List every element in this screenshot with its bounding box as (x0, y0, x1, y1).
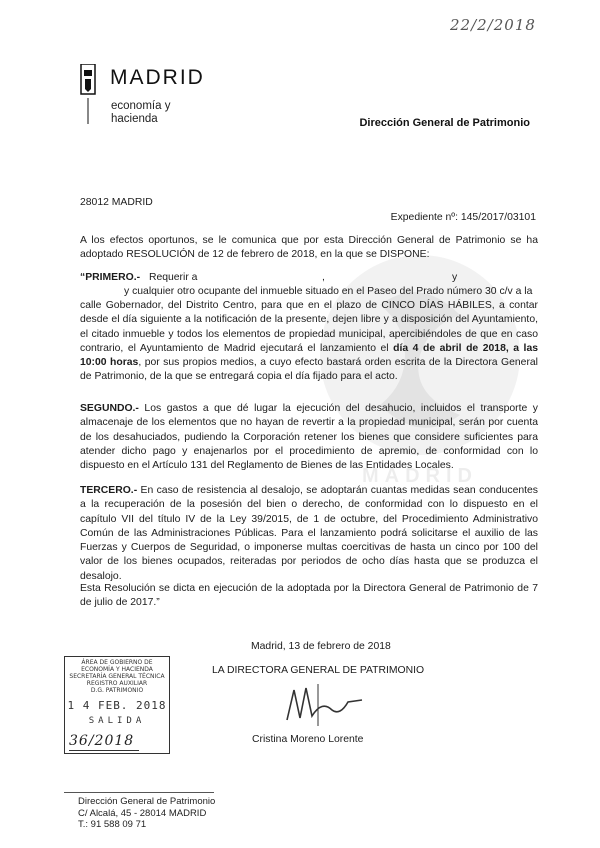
expediente-number: Expediente nº: 145/2017/03101 (390, 212, 536, 223)
stamp-line-1: ÁREA DE GOBIERNO DE (81, 659, 153, 666)
tercero-label: TERCERO.- (80, 485, 138, 496)
address-city: 28012 MADRID (80, 197, 153, 208)
closing-paragraph: Esta Resolución se dicta en ejecución de la adoptada por la Directora General de Patrimonio de 7 de julio de 2017.” (80, 583, 538, 609)
logo-sub-1: economía y (111, 100, 171, 112)
department-header: Dirección General de Patrimonio (359, 117, 530, 129)
tercero-paragraph (80, 484, 538, 584)
stamp-number-field (69, 732, 139, 751)
segundo-text: Los gastos a que dé lugar la ejecución del desahucio, incluidos el transporte y almacenaje de los elementos que no hayan de revertir a la propiedad municipal, serán por cuenta de los desahuciados, pudiendo la Corporación retener los bienes que considere suficientes para atender dicho pago y enajenarlos por el procedimiento de apremio, de conformidad con lo dispuesto en el Artículo 131 del Reglamento de Bienes de las Entidades Locales. (80, 403, 538, 472)
stamp-date: 1 4 FEB. 2018 (67, 699, 167, 712)
madrid-logo-icon (80, 64, 96, 124)
intro-paragraph: A los efectos oportunos, se le comunica que por esta Dirección General de Patrimonio se ha adoptado RESOLUCIÓN de 12 de febrero de 2018, en la que se DISPONE: (80, 235, 538, 261)
tercero-text: En caso de resistencia al desalojo, se adoptarán cuantas medidas sean conducentes a la recuperación de la posesión del bien o derecho, de conformidad con lo dispuesto en el capítulo VII del título IV de la Ley 39/2015, de 1 de octubre, del Procedimiento Administrativo Común de las Administraciones Públicas. Para el lanzamiento podrá solicitarse el auxilio de las Fuerzas y Cuerpos de Seguridad, o imponerse multas coercitivas de hasta un cinco por 100 del valor de los bienes ocupados, reiteradas por periodos de ocho días hasta que se produzca el desalojo. (80, 485, 538, 582)
registry-stamp (64, 656, 170, 754)
primero-label: “PRIMERO.- (80, 272, 141, 283)
footer-line-3: T.: 91 588 09 71 (78, 819, 147, 830)
stamp-line-5: D.G. PATRIMONIO (90, 687, 144, 694)
segundo-paragraph (80, 402, 538, 473)
primero-requerir: Requerir a (148, 272, 198, 283)
primero-line-2: y cualquier otro ocupante del inmueble situado en el Paseo del Prado número 30 c/v a la (124, 286, 533, 297)
handwritten-date: 22/2/2018 (450, 16, 536, 34)
footer-divider (64, 792, 214, 793)
watermark-text: MADRID (362, 465, 478, 487)
footer-line-1: Dirección General de Patrimonio (78, 796, 216, 807)
footer-block (78, 796, 215, 831)
primero-y: y (452, 272, 458, 283)
primero-text-1: calle Gobernador, del Distrito Centro, para que en el plazo de CINCO DÍAS HÁBILES, a contar desde el día siguiente a la notificación de la presente, dejen libre y a disposición del Ayuntamiento, el citado inmueble y todos los elementos de propiedad municipal, apercibiéndoles de que en caso contrario, el Ayuntamiento de Madrid ejecutará el lanzamiento el (80, 300, 538, 354)
logo-name: MADRID (110, 66, 205, 89)
primero-comma: , (322, 272, 325, 283)
segundo-label: SEGUNDO.- (80, 403, 139, 414)
sign-title: LA DIRECTORA GENERAL DE PATRIMONIO (212, 665, 425, 676)
sign-name: Cristina Moreno Lorente (252, 734, 364, 745)
primero-body (80, 299, 538, 385)
stamp-line-2: ECONOMÍA Y HACIENDA (81, 666, 153, 673)
stamp-line-3: SECRETARÍA GENERAL TÉCNICA (69, 673, 165, 680)
primero-text-2: , por sus propios medios, a cuyo efecto bastará orden escrita de la Directora General de Patrimonio, de la que se entregará copia el día fijado para el acto. (80, 357, 538, 383)
logo-sub-2: hacienda (111, 113, 158, 125)
handwritten-signature (282, 680, 372, 728)
stamp-number: 36/2018 (69, 733, 135, 749)
stamp-salida: SALIDA (88, 716, 146, 726)
footer-line-2: C/ Alcalá, 45 - 28014 MADRID (78, 807, 207, 819)
primero-eviction-date: día 4 de abril de 2018, a las 10:00 horas (80, 342, 539, 369)
stamp-line-4: REGISTRO AUXILIAR (86, 680, 148, 687)
sign-place-date: Madrid, 13 de febrero de 2018 (251, 641, 391, 652)
primero-line-1 (80, 271, 538, 286)
